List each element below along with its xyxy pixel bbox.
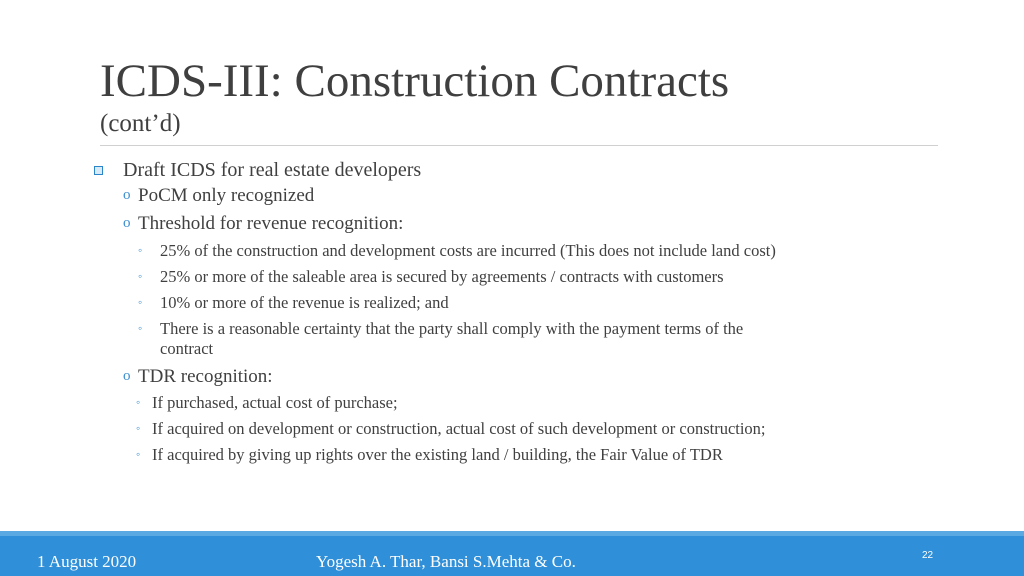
small-circle-bullet-icon: ◦ xyxy=(136,395,141,409)
list-item: TDR recognition: xyxy=(138,366,273,387)
hollow-circle-bullet-icon: o xyxy=(123,215,131,231)
slide-subtitle: (cont’d) xyxy=(100,110,181,137)
list-item: There is a reasonable certainty that the party shall comply with the payment terms of the xyxy=(160,319,744,338)
list-item: If purchased, actual cost of purchase; xyxy=(152,393,398,412)
list-item: 10% or more of the revenue is realized; and xyxy=(160,293,449,312)
hollow-circle-bullet-icon: o xyxy=(123,187,131,203)
hollow-circle-bullet-icon: o xyxy=(123,368,131,384)
small-circle-bullet-icon: ◦ xyxy=(138,243,143,257)
small-circle-bullet-icon: ◦ xyxy=(138,295,143,309)
footer-bar xyxy=(0,536,1024,576)
small-circle-bullet-icon: ◦ xyxy=(136,447,141,461)
list-item: PoCM only recognized xyxy=(138,185,315,206)
title-divider xyxy=(100,145,938,146)
list-item: 25% or more of the saleable area is secured by agreements / contracts with customers xyxy=(160,267,724,286)
list-item: 25% of the construction and development costs are incurred (This does not include land cost) xyxy=(160,241,776,260)
square-bullet-icon xyxy=(94,166,103,175)
footer-author: Yogesh A. Thar, Bansi S.Mehta & Co. xyxy=(316,552,576,571)
list-item-continuation: contract xyxy=(160,339,214,358)
page-number: 22 xyxy=(922,550,934,561)
list-item: If acquired by giving up rights over the existing land / building, the Fair Value of TDR xyxy=(152,445,723,464)
small-circle-bullet-icon: ◦ xyxy=(136,421,141,435)
small-circle-bullet-icon: ◦ xyxy=(138,269,143,283)
bullet-heading: Draft ICDS for real estate developers xyxy=(123,159,422,181)
small-circle-bullet-icon: ◦ xyxy=(138,321,143,335)
list-item: Threshold for revenue recognition: xyxy=(138,213,404,234)
footer-date: 1 August 2020 xyxy=(37,552,137,571)
list-item: If acquired on development or construction, actual cost of such development or construction; xyxy=(152,419,766,438)
slide-title: ICDS-III: Construction Contracts xyxy=(100,55,730,107)
